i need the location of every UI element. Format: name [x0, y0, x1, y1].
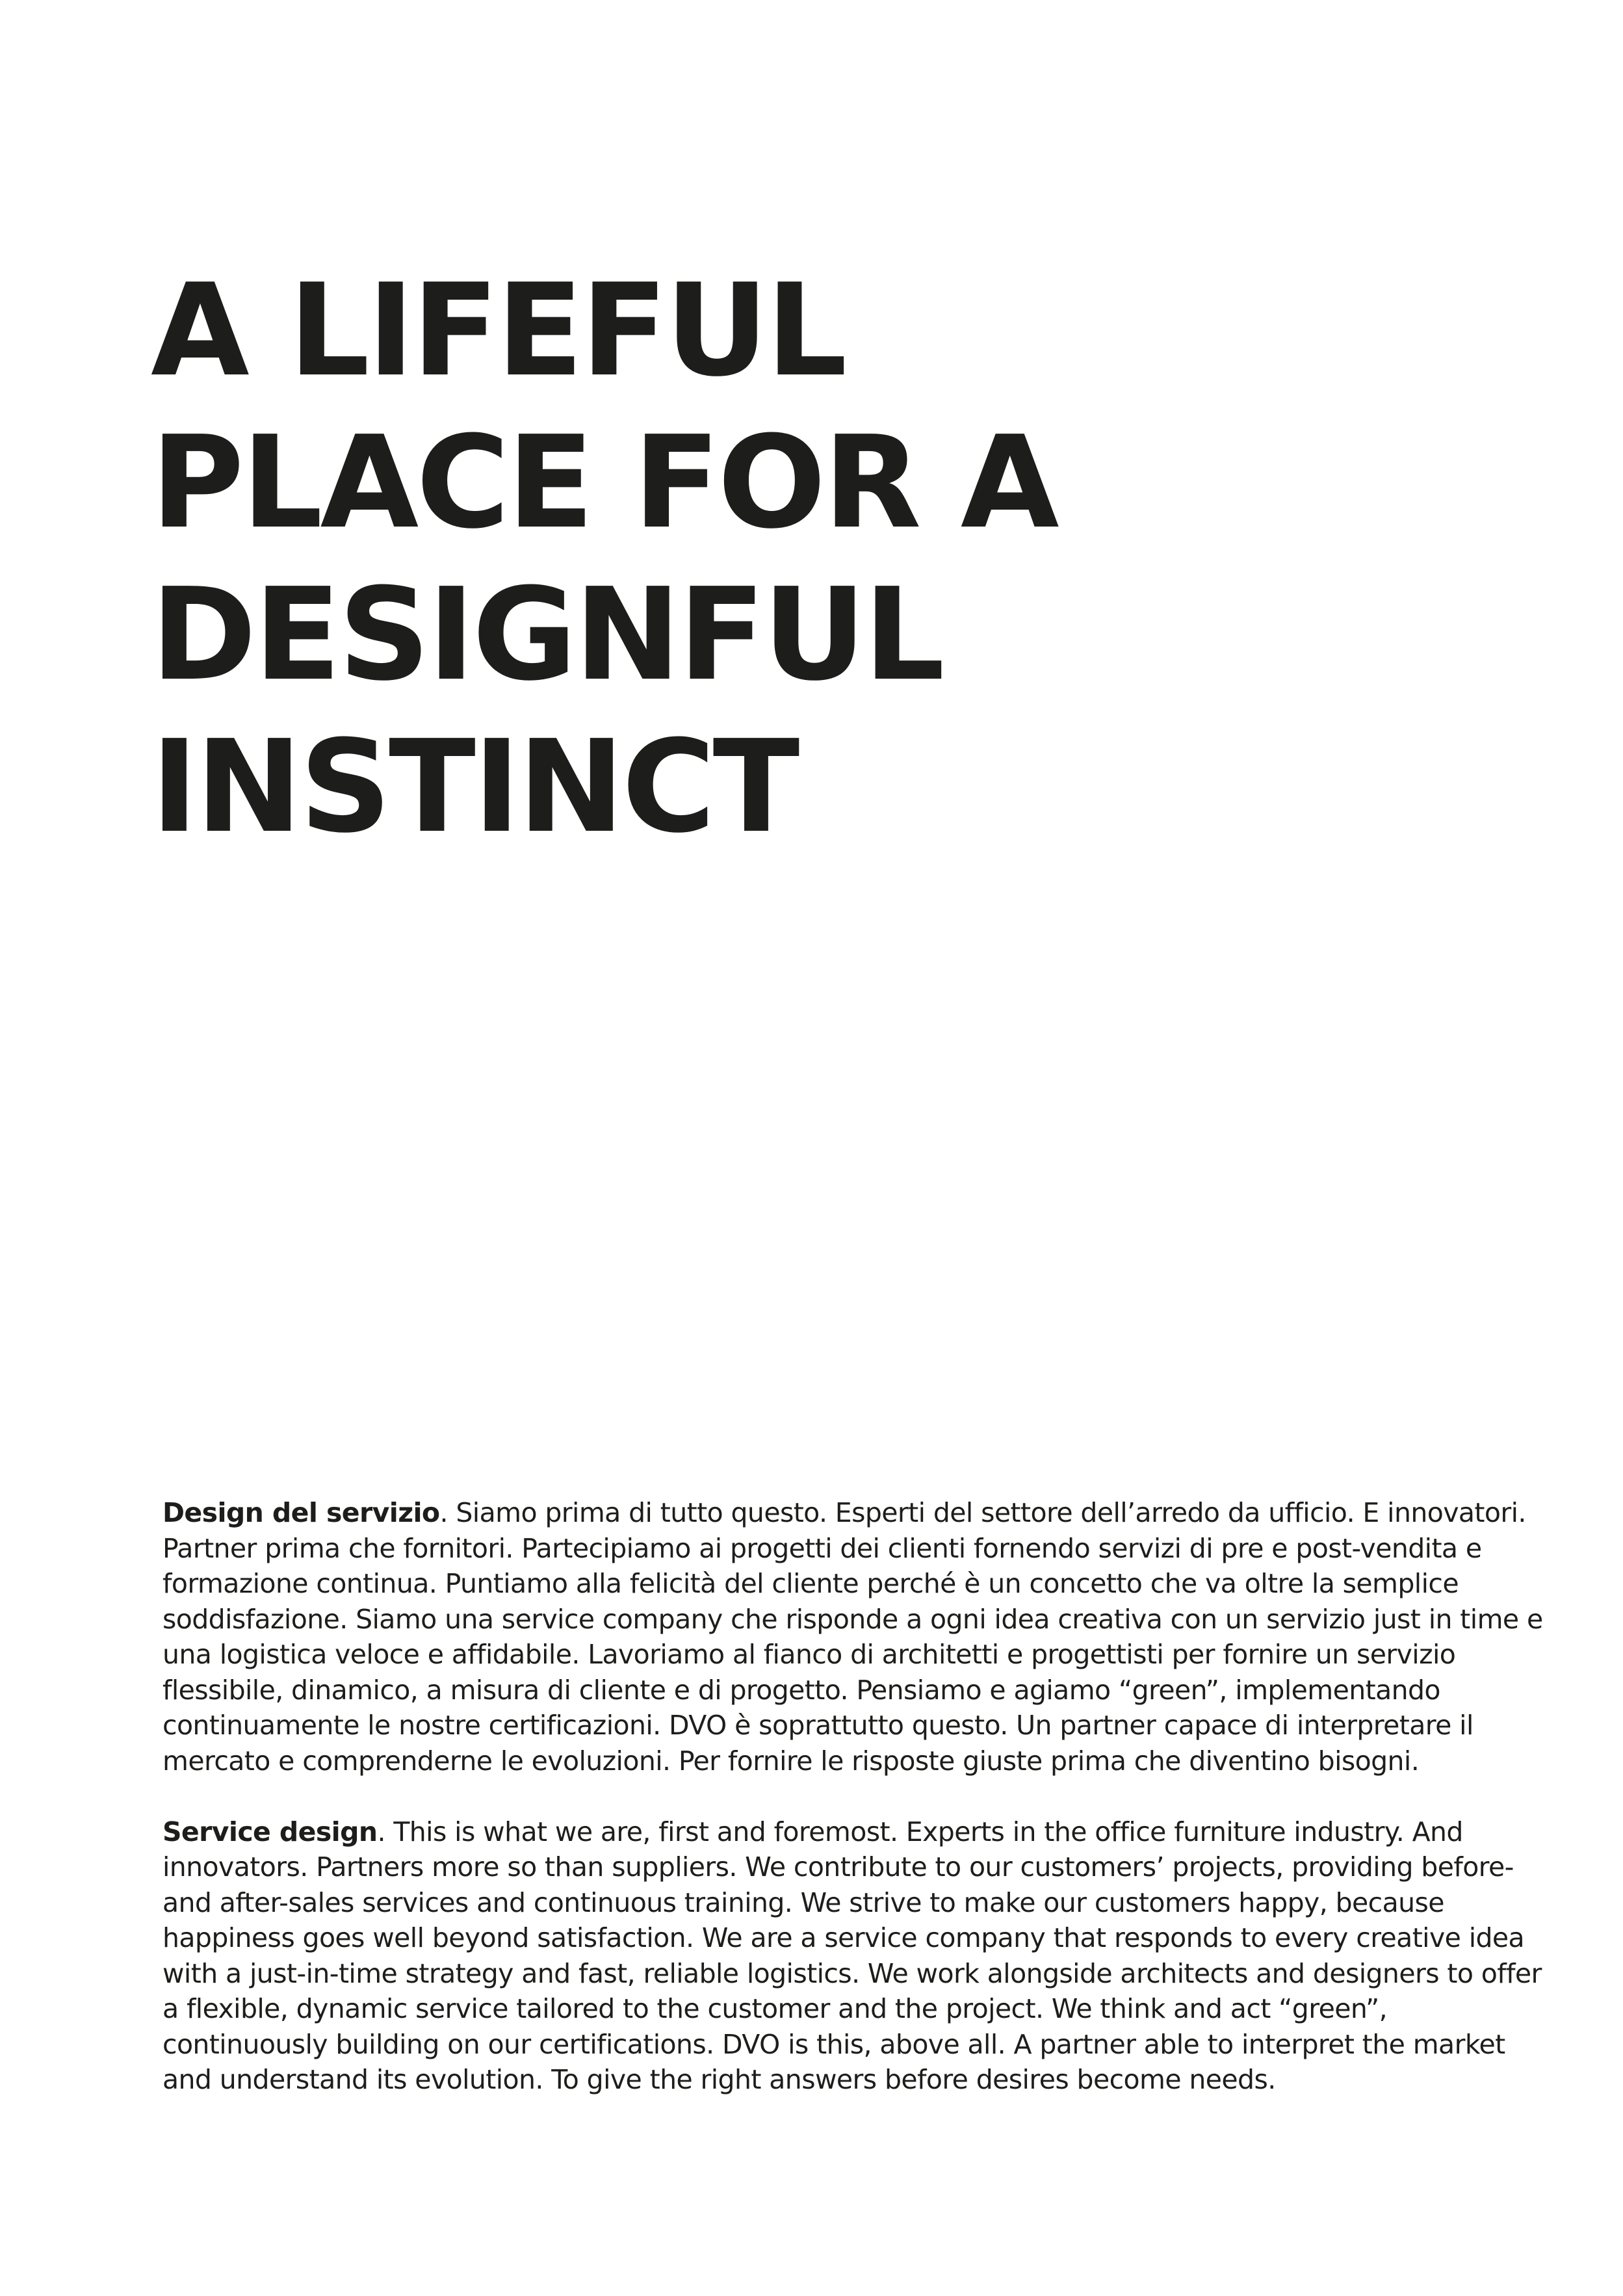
paragraph-text-italian: . Siamo prima di tutto questo. Esperti del settore dell’arredo da ufficio. E innovatori. Partner prima che fornitori. Partecipiamo ai progetti dei clienti fornendo servizi di pre e post-vendita e formazione continua. Puntiamo alla felicità del cliente perché è un concetto che va oltre la semplice soddisfazione. Siamo una service company che risponde a ogni idea creativa con un servizio just in time e una logistica veloce e affidabile. Lavoriamo al fianco di architetti e progettisti per fornire un servizio flessibile, dinamico, a misura di cliente e di progetto. Pensiamo e agiamo “green”, implementando continuamente le nostre certificazioni. DVO è soprattutto questo. Un partner capace di interpretare il mercato e comprenderne le evoluzioni. Per fornire le risposte giuste prima che diventino bisogni.	[162, 1497, 1543, 1777]
paragraph-english	[162, 1814, 1553, 2098]
headline-line-4: INSTINCT	[151, 713, 798, 861]
paragraph-italian	[162, 1495, 1553, 1779]
body-copy	[162, 1495, 1553, 2133]
headline-line-1: A LIFEFUL	[151, 257, 845, 405]
headline-line-2: PLACE FOR A	[151, 409, 1057, 557]
paragraph-lead-italian: Design del servizio	[162, 1497, 440, 1528]
paragraph-lead-english: Service design	[162, 1816, 378, 1847]
page-headline	[151, 255, 1516, 863]
paragraph-text-english: . This is what we are, first and foremost. Experts in the office furniture industry. And innovators. Partners more so than suppliers. We contribute to our customers’ projects, providing before- and after-sales services and continuous training. We strive to make our customers happy, because happiness goes well beyond satisfaction. We are a service company that responds to every creative idea with a just-in-time strategy and fast, reliable logistics. We work alongside architects and designers to offer a flexible, dynamic service tailored to the customer and the project. We think and act “green”, continuously building on our certifications. DVO is this, above all. A partner able to interpret the market and understand its evolution. To give the right answers before desires become needs.	[162, 1816, 1542, 2095]
headline-line-3: DESIGNFUL	[151, 561, 942, 709]
